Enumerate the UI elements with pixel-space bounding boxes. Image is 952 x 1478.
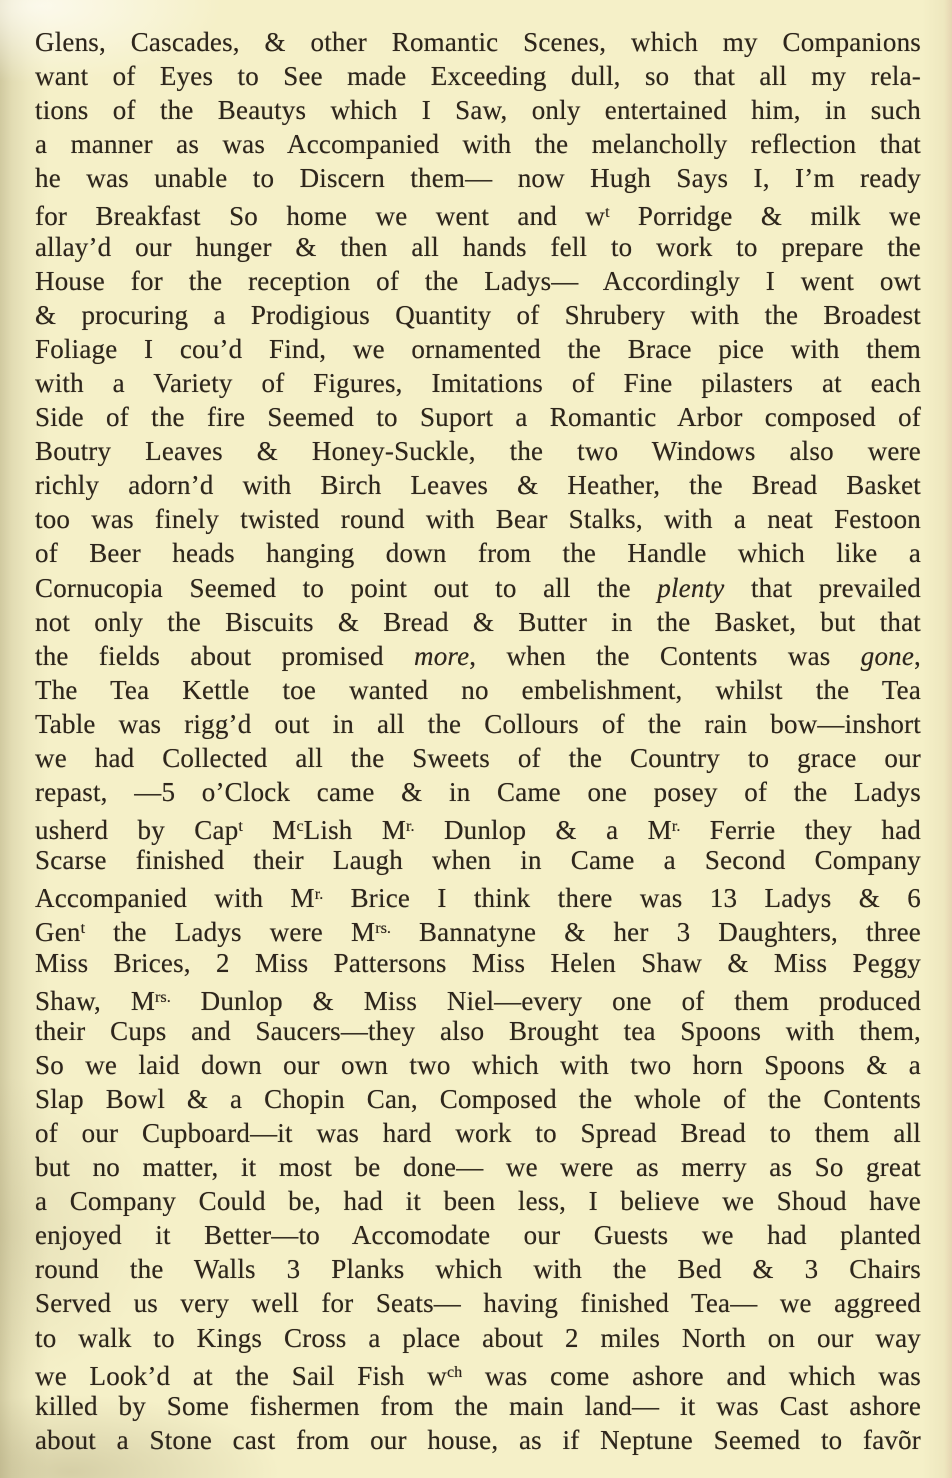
text-line: we had Collected all the Sweets of the Country to grace our (35, 742, 921, 773)
text-line: to walk to Kings Cross a place about 2 miles North on our way (35, 1322, 921, 1353)
text-line: enjoyed it Better—to Accomodate our Guests we had planted (35, 1220, 921, 1251)
text-line: Slap Bowl & a Chopin Can, Composed the whole of the Contents (35, 1083, 921, 1114)
page-text (35, 25, 921, 1457)
text-line: richly adorn’d with Birch Leaves & Heather, the Bread Basket (35, 470, 921, 501)
superscript-abbreviation: t (80, 919, 86, 938)
text-line: repast, —5 o’Clock came & in Came one posey of the Ladys (35, 777, 921, 808)
text-line: Scarse finished their Laugh when in Came a Second Company (35, 845, 921, 876)
text-line: House for the reception of the Ladys— Accordingly I went owt (35, 265, 921, 296)
italic-word: gone (860, 640, 915, 671)
superscript-abbreviation: r. (671, 817, 681, 836)
text-line: the fields about promised more, when the Contents was gone, (35, 640, 921, 671)
superscript-abbreviation: r. (314, 885, 324, 904)
text-line: with a Variety of Figures, Imitations of Fine pilasters at each (35, 367, 921, 398)
text-line: a manner as was Accompanied with the melancholly reflection that (35, 129, 921, 160)
text-line: for Breakfast So home we went and $w^t$ Porridge & milk we (35, 201, 921, 232)
text-line: about a Stone cast from our house, as if Neptune Seemed to favõr (35, 1424, 921, 1455)
text-line: Accompanied with $M^{r.}$ Brice I think there was 13 Ladys & 6 (35, 883, 921, 914)
text-line: Side of the fire Seemed to Suport a Romantic Arbor composed of (35, 402, 921, 433)
text-line: want of Eyes to See made Exceeding dull, so that all my rela- (35, 61, 921, 92)
text-line: he was unable to Discern them— now Hugh Says I, I’m ready (35, 163, 921, 194)
superscript-abbreviation: t (605, 203, 610, 222)
superscript-abbreviation: t (238, 817, 243, 836)
italic-word: more (414, 640, 470, 671)
text-line: of Beer heads hanging down from the Handle which like a (35, 538, 921, 569)
text-line: a Company Could be, had it been less, I believe we Shoud have (35, 1186, 921, 1217)
text-line: killed by Some fishermen from the main land— it was Cast ashore (35, 1390, 921, 1421)
superscript-abbreviation: rs. (155, 987, 171, 1006)
text-line: their Cups and Saucers—they also Brought tea Spoons with them, (35, 1015, 921, 1046)
text-line: Foliage I cou’d Find, we ornamented the Brace pice with them (35, 333, 921, 364)
text-line: Gen$^t$ the Ladys were $M^{rs.}$ Bannatyne & her 3 Daughters, three (35, 917, 921, 948)
text-line: usherd by Cap$^t$ $M^cLish$ $M^{r.}$ Dunlop & a $M^{r.}$ Ferrie they had (35, 815, 922, 846)
text-line: not only the Biscuits & Bread & Butter in the Basket, but that (35, 606, 921, 637)
text-line: but no matter, it most be done— we were as merry as So great (35, 1152, 921, 1183)
text-line: Table was rigg’d out in all the Collours of the rain bow—inshort (35, 708, 921, 739)
text-line: So we laid down our own two which with two horn Spoons & a (35, 1049, 921, 1080)
text-line: we Look’d at the Sail Fish $w^{ch}$ was come ashore and which was (35, 1360, 921, 1391)
text-line: The Tea Kettle toe wanted no embelishment, whilst the Tea (35, 674, 921, 705)
text-line: Boutry Leaves & Honey-Suckle, the two Windows also were (35, 436, 921, 467)
text-line: Glens, Cascades, & other Romantic Scenes, which my Companions (35, 27, 921, 57)
text-line: of our Cupboard—it was hard work to Spread Bread to them all (35, 1118, 921, 1148)
text-line: Cornucopia Seemed to point out to all the plenty that prevailed (35, 572, 921, 603)
text-line: Shaw, $M^{rs.}$ Dunlop & Miss Niel—every one of them produced (35, 985, 921, 1016)
superscript-abbreviation: rs. (375, 919, 391, 938)
text-line: & procuring a Prodigious Quantity of Shrubery with the Broadest (35, 299, 921, 330)
superscript-abbreviation: c (296, 817, 304, 836)
superscript-abbreviation: r. (406, 817, 415, 836)
text-line: Miss Brices, 2 Miss Pattersons Miss Helen Shaw & Miss Peggy (35, 947, 921, 978)
text-line: allay’d our hunger & then all hands fell to work to prepare the (35, 231, 921, 262)
text-line: Served us very well for Seats— having finished Tea— we aggreed (35, 1288, 921, 1319)
italic-word: plenty (657, 572, 725, 603)
superscript-abbreviation: ch (446, 1362, 463, 1381)
text-line: too was finely twisted round with Bear Stalks, with a neat Festoon (35, 504, 921, 535)
text-line: round the Walls 3 Planks which with the Bed & 3 Chairs (35, 1254, 921, 1285)
text-line: tions of the Beautys which I Saw, only entertained him, in such (35, 95, 921, 126)
